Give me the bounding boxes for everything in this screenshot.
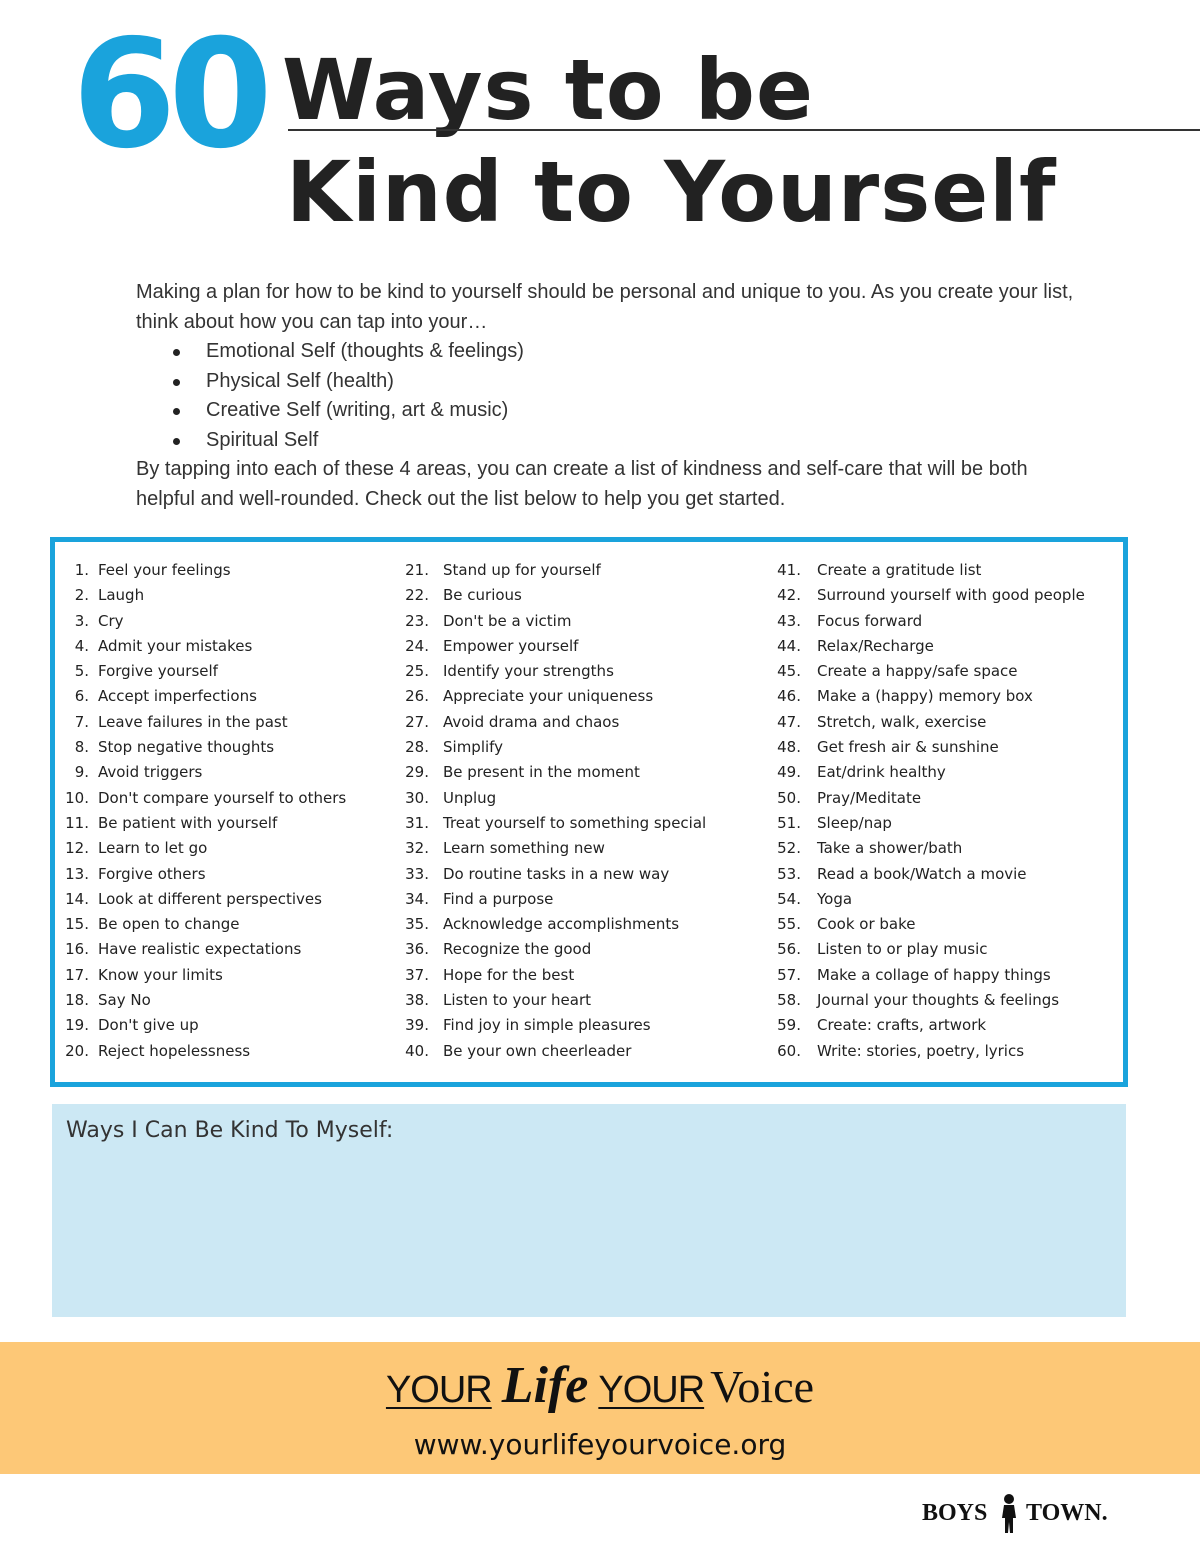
list-item-text: Hope for the best (443, 965, 575, 984)
list-item-number: 57. (777, 965, 801, 984)
list-item-number: 16. (65, 940, 89, 959)
list-item-number: 51. (777, 813, 801, 832)
list-item-text: Say No (98, 991, 151, 1010)
list-item-text: Create: crafts, artwork (817, 1016, 987, 1035)
list-item-number: 56. (777, 940, 801, 959)
list-item-text: Do routine tasks in a new way (443, 864, 670, 883)
list-item-text: Stop negative thoughts (98, 738, 275, 757)
list-item-number: 13. (65, 864, 89, 883)
list-item-text: Accept imperfections (98, 687, 257, 706)
list-item-number: 60. (777, 1041, 801, 1060)
list-item-text: Empower yourself (443, 636, 579, 655)
list-item-text: Yoga (817, 889, 853, 908)
footer-band (0, 1342, 1200, 1474)
list-item-number: 28. (405, 738, 429, 757)
list-item-number: 30. (405, 788, 429, 807)
write-in-box[interactable] (52, 1104, 1126, 1317)
list-item-text: Be present in the moment (443, 763, 640, 782)
brand-wordmark (0, 1356, 1200, 1420)
list-item-text: Identify your strengths (443, 662, 614, 681)
list-item-number: 3. (74, 611, 89, 630)
list-item-number: 23. (405, 611, 429, 630)
list-item-text: Forgive others (98, 864, 206, 883)
list-item-text: Avoid triggers (98, 763, 203, 782)
list-item-number: 47. (777, 712, 801, 731)
list-item-text: Create a happy/safe space (817, 662, 1018, 681)
list-item-number: 54. (777, 889, 801, 908)
write-box-label: Ways I Can Be Kind To Myself: (66, 1118, 394, 1143)
list-item-number: 11. (65, 813, 89, 832)
list-item-number: 44. (777, 636, 801, 655)
list-item-number: 22. (405, 586, 429, 605)
list-item-number: 9. (74, 763, 89, 782)
list-item-text: Acknowledge accomplishments (443, 915, 680, 934)
bullet-icon (173, 438, 180, 445)
intro-bullet-text: Creative Self (writing, art & music) (206, 399, 509, 421)
list-item-text: Look at different perspectives (98, 889, 322, 908)
list-item-text: Cook or bake (817, 915, 916, 934)
list-item-number: 36. (405, 940, 429, 959)
list-item-text: Find a purpose (443, 889, 554, 908)
list-item-number: 50. (777, 788, 801, 807)
list-item-number: 43. (777, 611, 801, 630)
list-item-number: 31. (405, 813, 429, 832)
list-item-number: 35. (405, 915, 429, 934)
intro-bullet-text: Emotional Self (thoughts & feelings) (206, 340, 524, 362)
list-item-number: 1. (74, 561, 89, 579)
list-item-text: Relax/Recharge (817, 636, 934, 655)
list-item-text: Unplug (443, 788, 497, 807)
list-item-number: 10. (65, 788, 89, 807)
intro-bullet-item (136, 337, 1076, 367)
list-item-number: 32. (405, 839, 429, 858)
list-item-number: 49. (777, 763, 801, 782)
intro-bullet-text: Spiritual Self (206, 428, 319, 451)
list-item-text: Avoid drama and chaos (443, 712, 620, 731)
list-item-number: 4. (74, 636, 89, 655)
list-item-text: Learn to let go (98, 839, 208, 858)
intro-bullet-item (136, 367, 1076, 397)
list-item-number: 8. (74, 738, 89, 757)
list-item-number: 5. (74, 662, 89, 681)
list-item-number: 2. (74, 586, 89, 605)
list-item-text: Don't give up (98, 1016, 199, 1035)
list-item-text: Appreciate your uniqueness (443, 687, 654, 706)
list-item-text: Cry (98, 611, 124, 630)
list-item-text: Don't compare yourself to others (98, 788, 347, 807)
list-item-number: 26. (405, 687, 429, 706)
intro-bullet-text: Physical Self (health) (206, 369, 394, 392)
list-item-number: 52. (777, 839, 801, 858)
intro-section (136, 278, 1076, 514)
list-item-number: 37. (405, 965, 429, 984)
list-item-number: 46. (777, 687, 801, 706)
intro-bullet-list (136, 337, 1076, 455)
list-item-text: Focus forward (817, 611, 923, 630)
list-item-text: Be patient with yourself (98, 813, 278, 832)
list-item-number: 40. (405, 1041, 429, 1060)
brand-voice: Voice (710, 1361, 815, 1412)
kindness-list-box (50, 537, 1128, 1087)
brand-your-2: YOUR (598, 1369, 705, 1411)
list-item-number: 24. (405, 636, 429, 655)
intro-paragraph-1: Making a plan for how to be kind to yourself should be personal and unique to you. As you create your list, think about how you can tap into your… (136, 281, 1074, 333)
list-item-text: Make a collage of happy things (817, 965, 1051, 984)
list-item-number: 6. (74, 687, 89, 706)
title-line-1: Ways to be (282, 41, 814, 139)
list-item-number: 55. (777, 915, 801, 934)
boy-silhouette-icon (992, 1492, 1026, 1534)
list-item-text: Laugh (98, 586, 145, 605)
list-item-number: 33. (405, 864, 429, 883)
logo-text-right: TOWN. (1026, 1500, 1108, 1526)
list-item-text: Sleep/nap (817, 813, 892, 832)
bullet-icon (173, 349, 180, 356)
list-item-text: Reject hopelessness (98, 1041, 251, 1060)
list-item-text: Treat yourself to something special (443, 813, 707, 832)
list-item-text: Admit your mistakes (98, 636, 253, 655)
intro-paragraph-2: By tapping into each of these 4 areas, you can create a list of kindness and self-care that will be both helpful and well-rounded. Check out the list below to help you get started. (136, 458, 1028, 510)
title-number: 60 (72, 8, 265, 182)
website-link[interactable]: www.yourlifeyourvoice.org (413, 1428, 787, 1461)
list-item-text: Make a (happy) memory box (817, 687, 1033, 706)
list-item-number: 34. (405, 889, 429, 908)
logo-text-left: BOYS (922, 1500, 988, 1526)
list-item-number: 25. (405, 662, 429, 681)
list-item-number: 59. (777, 1016, 801, 1035)
list-item-text: Take a shower/bath (817, 839, 963, 858)
list-item-number: 17. (65, 965, 89, 984)
list-item-number: 48. (777, 738, 801, 757)
list-item-number: 19. (65, 1016, 89, 1035)
bullet-icon (173, 408, 180, 415)
list-item-text: Feel your feelings (98, 561, 231, 579)
list-item-number: 41. (777, 561, 801, 579)
list-item-text: Read a book/Watch a movie (817, 864, 1027, 883)
brand-your-1: YOUR (385, 1369, 492, 1411)
list-item-number: 21. (405, 561, 429, 579)
list-item-number: 20. (65, 1041, 89, 1060)
list-item-text: Listen to your heart (443, 991, 592, 1010)
list-item-text: Recognize the good (443, 940, 592, 959)
list-item-number: 53. (777, 864, 801, 883)
list-item-text: Be your own cheerleader (443, 1041, 632, 1060)
brand-life: Life (501, 1357, 589, 1414)
list-item-text: Leave failures in the past (98, 712, 288, 731)
list-item-number: 7. (74, 712, 89, 731)
list-item-text: Listen to or play music (817, 940, 988, 959)
intro-bullet-item (136, 396, 1076, 426)
list-item-text: Journal your thoughts & feelings (817, 991, 1060, 1010)
list-item-text: Eat/drink healthy (817, 763, 946, 782)
title-underline (288, 129, 1200, 131)
list-item-text: Stand up for yourself (443, 561, 601, 579)
list-item-number: 45. (777, 662, 801, 681)
list-item-text: Learn something new (443, 839, 605, 858)
list-item-text: Create a gratitude list (817, 561, 982, 579)
list-item-number: 29. (405, 763, 429, 782)
list-item-number: 42. (777, 586, 801, 605)
list-item-number: 39. (405, 1016, 429, 1035)
list-item-text: Pray/Meditate (817, 788, 922, 807)
bullet-icon (173, 379, 180, 386)
list-item-text: Simplify (443, 738, 504, 757)
list-item-number: 18. (65, 991, 89, 1010)
list-item-number: 12. (65, 839, 89, 858)
list-item-text: Know your limits (98, 965, 223, 984)
list-item-text: Have realistic expectations (98, 940, 302, 959)
list-item-number: 38. (405, 991, 429, 1010)
list-item-number: 14. (65, 889, 89, 908)
title-line-2: Kind to Yourself (286, 143, 1057, 241)
list-item-text: Get fresh air & sunshine (817, 738, 999, 757)
list-item-number: 15. (65, 915, 89, 934)
list-item-text: Surround yourself with good people (817, 586, 1085, 605)
list-item-text: Forgive yourself (98, 662, 218, 681)
list-item-number: 27. (405, 712, 429, 731)
list-item-text: Find joy in simple pleasures (443, 1016, 651, 1035)
list-item-number: 58. (777, 991, 801, 1010)
list-item-text: Stretch, walk, exercise (817, 712, 987, 731)
list-item-text: Be curious (443, 586, 522, 605)
list-item-text: Don't be a victim (443, 611, 572, 630)
list-item-text: Be open to change (98, 915, 240, 934)
list-item-text: Write: stories, poetry, lyrics (817, 1041, 1025, 1060)
intro-bullet-item (136, 426, 1076, 456)
boys-town-logo (922, 1490, 1112, 1536)
